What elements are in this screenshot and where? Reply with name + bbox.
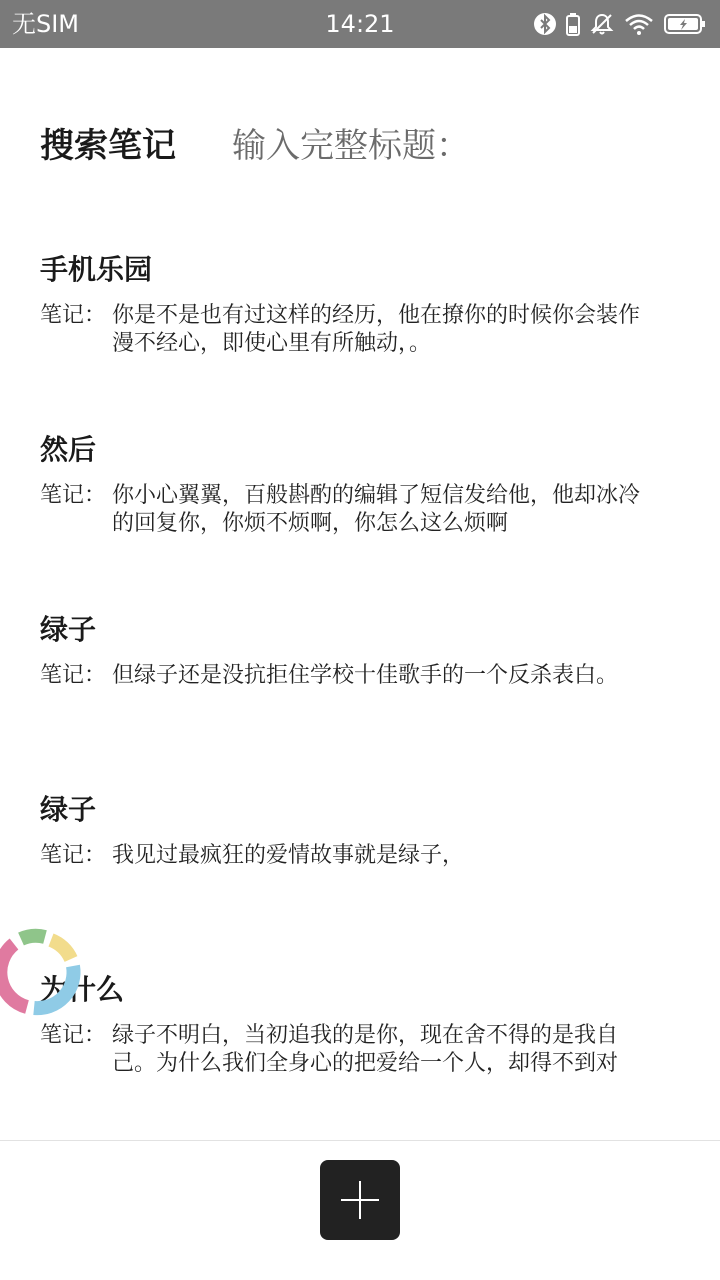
mute-bell-icon bbox=[590, 12, 614, 36]
note-body bbox=[40, 302, 660, 358]
color-ring-icon[interactable] bbox=[0, 928, 84, 1018]
note-body bbox=[40, 842, 660, 870]
status-icons bbox=[534, 11, 706, 37]
note-item[interactable] bbox=[40, 970, 660, 1078]
note-title: 手机乐园 bbox=[40, 253, 153, 286]
note-title: 然后 bbox=[40, 433, 97, 466]
note-item[interactable] bbox=[40, 250, 660, 358]
note-text: 你是不是也有过这样的经历，他在撩你的时候你会装作漫不经心，即使心里有所触动，。 bbox=[112, 303, 641, 356]
wifi-icon bbox=[624, 12, 654, 36]
bottom-divider bbox=[0, 1140, 720, 1141]
note-text: 但绿子还是没抗拒住学校十佳歌手的一个反杀表白。 bbox=[112, 663, 619, 688]
note-item[interactable] bbox=[40, 610, 660, 690]
note-label: 笔记： bbox=[40, 483, 107, 508]
note-body bbox=[40, 1022, 660, 1078]
note-label: 笔记： bbox=[40, 303, 107, 328]
page-title: 搜索笔记 bbox=[40, 126, 176, 166]
note-item[interactable] bbox=[40, 790, 660, 870]
carrier-label: 无SIM bbox=[12, 10, 80, 38]
note-label: 笔记： bbox=[40, 663, 107, 688]
small-battery-icon bbox=[566, 12, 580, 36]
note-body bbox=[40, 662, 660, 690]
bluetooth-icon bbox=[534, 12, 556, 36]
battery-charging-icon bbox=[664, 12, 706, 36]
note-text: 我见过最疯狂的爱情故事就是绿子， bbox=[112, 843, 465, 868]
note-body bbox=[40, 482, 660, 538]
note-title: 绿子 bbox=[40, 793, 97, 826]
note-text: 绿子不明白，当初追我的是你，现在舍不得的是我自己。为什么我们全身心的把爱给一个人，却得不到对 bbox=[112, 1023, 619, 1076]
note-item[interactable] bbox=[40, 430, 660, 538]
clock: 14:21 bbox=[325, 10, 395, 38]
note-label: 笔记： bbox=[40, 1023, 107, 1048]
status-bar bbox=[0, 0, 720, 48]
search-input[interactable] bbox=[232, 124, 672, 168]
add-note-button[interactable] bbox=[320, 1160, 400, 1240]
plus-icon bbox=[340, 1180, 380, 1220]
note-title: 为什么 bbox=[40, 973, 125, 1006]
note-text: 你小心翼翼，百般斟酌的编辑了短信发给他，他却冰冷的回复你，你烦不烦啊，你怎么这么烦啊 bbox=[112, 483, 641, 536]
note-label: 笔记： bbox=[40, 843, 107, 868]
note-title: 绿子 bbox=[40, 613, 97, 646]
